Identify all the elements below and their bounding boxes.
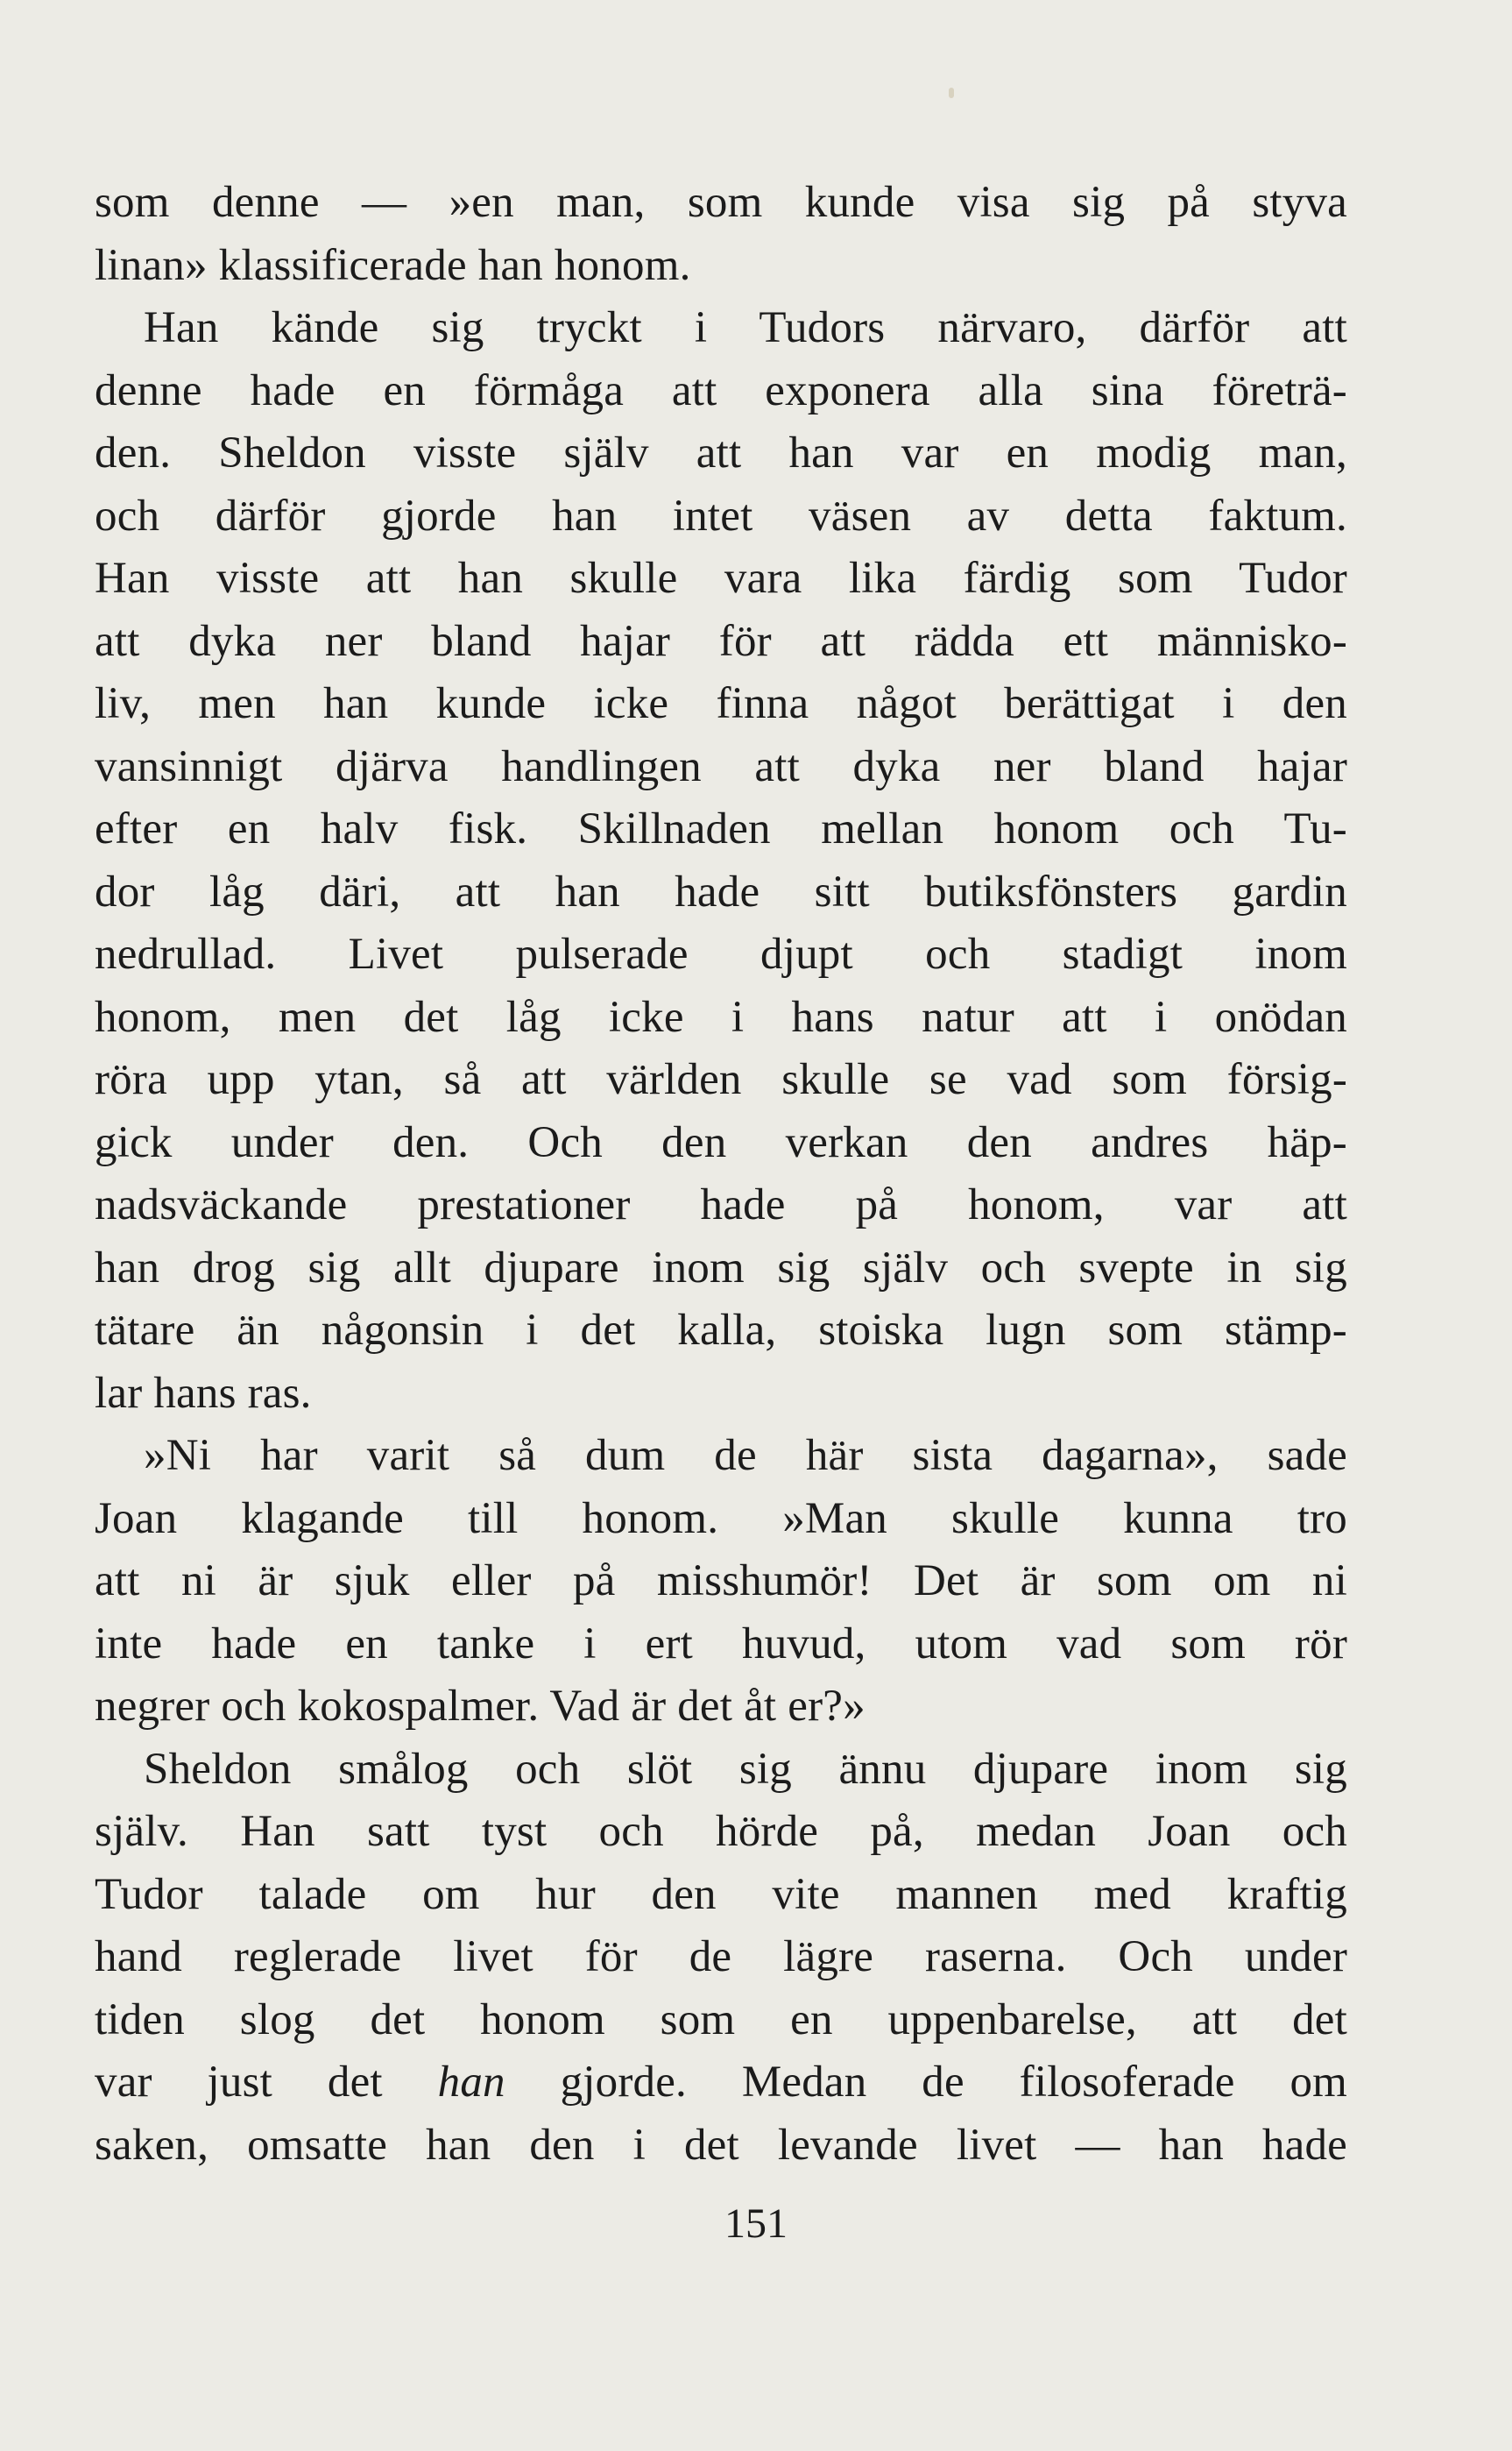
text-line: »Ni har varit så dum de här sista dagarna», sade [144,1431,1347,1480]
text-line: Tudor talade om hur den vite mannen med kraftig [95,1869,1347,1919]
text-line: Han kände sig tryckt i Tudors närvaro, därför att [144,303,1347,352]
text-line: gick under den. Och den verkan den andres häp- [95,1117,1347,1167]
text-line: tätare än någonsin i det kalla, stoiska lugn som stämp- [95,1306,1347,1355]
text-line: saken, omsatte han den i det levande livet — han hade [95,2120,1347,2170]
text-line: negrer och kokospalmer. Vad är det åt er?» [95,1682,866,1731]
text-line: och därför gjorde han intet väsen av detta faktum. [95,491,1347,541]
text-line: lar hans ras. [95,1368,312,1418]
text-line: själv. Han satt tyst och hörde på, medan Joan och [95,1807,1347,1856]
text-line: linan» klassificerade han honom. [95,240,691,290]
emphasis-text: han [437,2058,505,2107]
page-number: 151 [724,2200,788,2247]
text-line: Joan klagande till honom. »Man skulle kunna tro [95,1493,1347,1543]
paper-speck [949,88,954,98]
body-text [95,172,1347,2177]
text-line: var just det han gjorde. Medan de filosoferade om [95,2058,1348,2107]
text-line: liv, men han kunde icke finna något berättigat i den [95,679,1347,728]
text-line: inte hade en tanke i ert huvud, utom vad som rör [95,1619,1347,1668]
text-line: tiden slog det honom som en uppenbarelse, att det [95,1994,1347,2044]
text-line: Han visste att han skulle vara lika färdig som Tudor [95,554,1347,603]
text-line: röra upp ytan, så att världen skulle se vad som försig- [95,1055,1347,1104]
text-line: Sheldon smålog och slöt sig ännu djupare inom sig [144,1744,1347,1794]
text-line: som denne — »en man, som kunde visa sig på styva [95,178,1347,227]
text-line: den. Sheldon visste själv att han var en modig man, [95,429,1347,478]
text-line: att ni är sjuk eller på misshumör! Det är som om ni [95,1556,1347,1605]
text-line: efter en halv fisk. Skillnaden mellan honom och Tu- [95,804,1347,854]
text-line: honom, men det låg icke i hans natur att i onödan [95,992,1347,1042]
text-line: han drog sig allt djupare inom sig själv och svepte in sig [95,1243,1347,1293]
text-line: denne hade en förmåga att exponera alla sina företrä- [95,365,1347,415]
text-line: vansinnigt djärva handlingen att dyka ner bland hajar [95,741,1347,791]
text-line: att dyka ner bland hajar för att rädda ett människo- [95,616,1347,666]
text-line: nadsväckande prestationer hade på honom, var att [95,1180,1347,1229]
text-line: nedrullad. Livet pulserade djupt och stadigt inom [95,930,1347,979]
text-line: dor låg däri, att han hade sitt butiksfönsters gardin [95,867,1347,917]
text-line: hand reglerade livet för de lägre raserna. Och under [95,1932,1347,1981]
